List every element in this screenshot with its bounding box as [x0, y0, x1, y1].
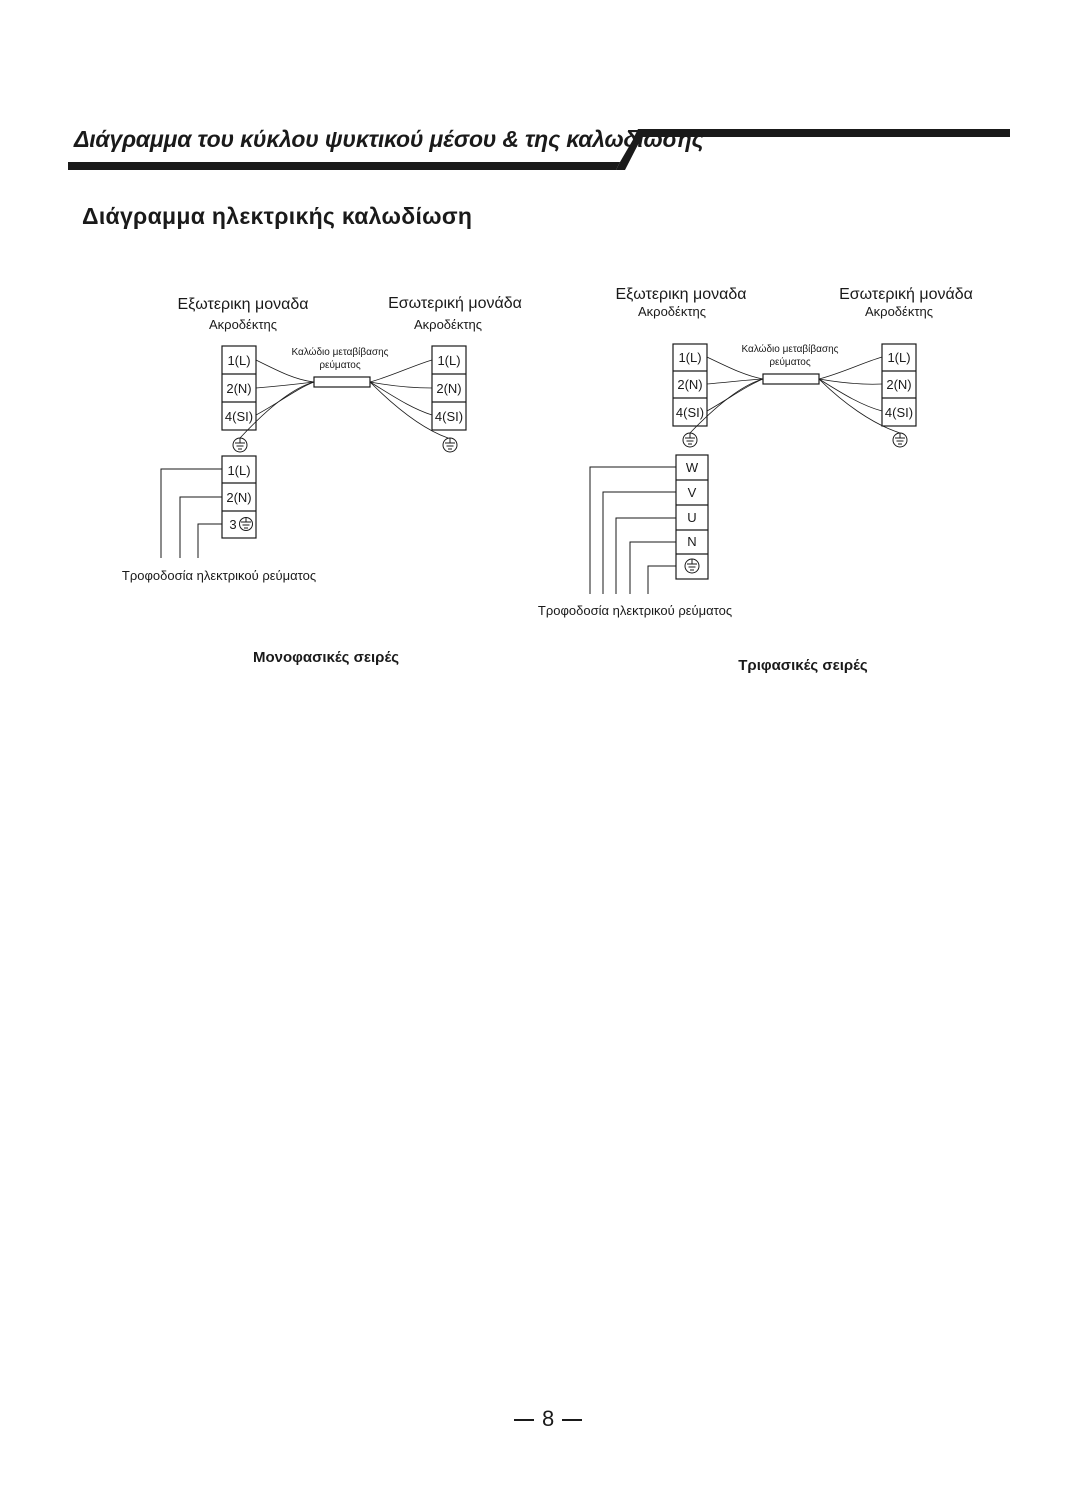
sp-cable-label-line2: ρεύματος — [319, 360, 361, 371]
tp-outdoor-terminal-1: 1(L) — [678, 350, 702, 365]
tp-indoor-terminal-label: Ακροδέκτης — [865, 304, 933, 319]
tp-caption: Τριφασικές σειρές — [738, 657, 868, 674]
tp-outdoor-terminal-2: 2(N) — [677, 377, 703, 392]
sp-power-supply-label: Τροφοδοσία ηλεκτρικού ρεύματος — [121, 568, 317, 583]
tp-power-supply-label: Τροφοδοσία ηλεκτρικού ρεύματος — [537, 603, 733, 618]
tp-wires-indoor — [819, 357, 900, 433]
sp-outdoor-ground-icon — [233, 438, 247, 452]
sp-indoor-unit-label: Εσωτερική μονάδα — [388, 295, 522, 312]
sp-outdoor-terminal-label: Ακροδέκτης — [209, 317, 277, 332]
tp-power-terminal-n: N — [687, 534, 697, 549]
sp-indoor-ground-icon — [443, 438, 457, 452]
sp-connection-cable — [314, 377, 370, 387]
tp-power-terminal-u: U — [687, 510, 697, 525]
tp-outdoor-terminal-label: Ακροδέκτης — [638, 304, 706, 319]
sp-outdoor-terminal-2: 2(N) — [226, 381, 252, 396]
page-number-dash-right — [562, 1419, 582, 1421]
tp-cable-label-line1: Καλώδιο μεταβίβασης — [741, 344, 839, 355]
tp-outdoor-unit-label: Εξωτερικη μοναδα — [615, 286, 747, 303]
sp-outdoor-terminal-3: 4(SI) — [224, 409, 254, 424]
tp-power-ground-icon — [685, 559, 699, 573]
section-title: Διάγραμμα ηλεκτρικής καλωδίωση — [82, 203, 473, 229]
tp-connection-cable — [763, 374, 819, 384]
tp-indoor-ground-icon — [893, 433, 907, 447]
three-phase-diagram — [538, 286, 973, 674]
sp-cable-label-line1: Καλώδιο μεταβίβασης — [291, 347, 389, 358]
sp-wires-indoor — [370, 360, 448, 438]
page-header-title: Διάγραμμα του κύκλου ψυκτικού μέσου & της καλωδίωσης — [74, 126, 704, 152]
tp-wires-outdoor — [690, 357, 763, 433]
sp-power-terminal-2: 2(N) — [226, 490, 252, 505]
tp-indoor-terminal-1: 1(L) — [887, 350, 911, 365]
sp-power-terminal-1: 1(L) — [227, 463, 251, 478]
tp-indoor-terminal-3: 4(SI) — [884, 405, 914, 420]
page-number-value: 8 — [542, 1406, 555, 1431]
tp-outdoor-ground-icon — [683, 433, 697, 447]
sp-wires-outdoor — [240, 360, 314, 438]
tp-outdoor-terminal-3: 4(SI) — [675, 405, 705, 420]
tp-power-terminal-w: W — [685, 460, 699, 475]
sp-power-terminal-3: 3 — [229, 517, 237, 532]
tp-indoor-terminal-2: 2(N) — [886, 377, 912, 392]
sp-supply-wires — [161, 469, 222, 558]
tp-power-terminal-v: V — [687, 485, 697, 500]
page-number — [506, 1406, 590, 1432]
sp-caption: Μονοφασικές σειρές — [252, 649, 400, 666]
tp-cable-label-line2: ρεύματος — [769, 357, 811, 368]
sp-outdoor-terminal-1: 1(L) — [227, 353, 251, 368]
wiring-diagram — [0, 0, 1083, 700]
sp-indoor-terminal-3: 4(SI) — [434, 409, 464, 424]
page-number-dash-left — [514, 1419, 534, 1421]
tp-indoor-unit-label: Εσωτερική μονάδα — [839, 286, 973, 303]
sp-indoor-terminal-1: 1(L) — [437, 353, 461, 368]
tp-supply-wires — [590, 467, 676, 594]
sp-power-ground-icon — [240, 517, 253, 531]
sp-outdoor-unit-label: Εξωτερικη μοναδα — [177, 296, 309, 313]
sp-indoor-terminal-label: Ακροδέκτης — [414, 317, 482, 332]
sp-indoor-terminal-2: 2(N) — [436, 381, 462, 396]
single-phase-diagram — [122, 295, 522, 666]
